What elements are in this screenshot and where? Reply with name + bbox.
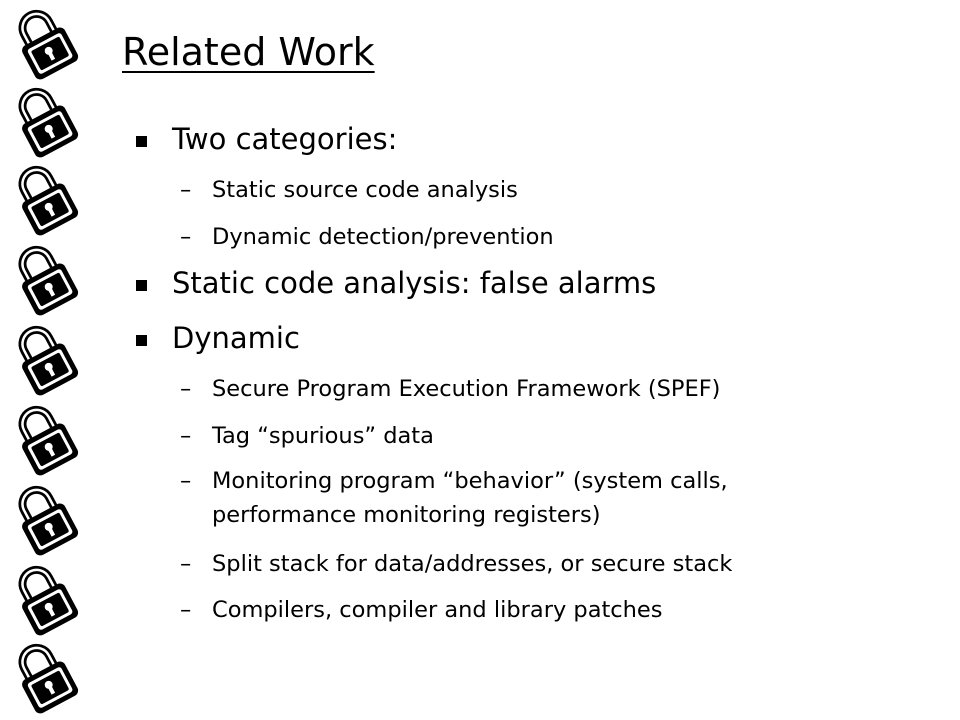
padlock-icon xyxy=(4,478,84,558)
padlock-border xyxy=(0,0,90,720)
padlock-icon xyxy=(4,398,84,478)
square-bullet-icon xyxy=(136,335,147,346)
padlock-icon xyxy=(4,636,84,716)
padlock-icon xyxy=(4,238,84,318)
padlock-icon xyxy=(4,558,84,638)
square-bullet-icon xyxy=(136,136,147,147)
square-bullet-icon xyxy=(136,280,147,291)
padlock-icon xyxy=(4,158,84,238)
padlock-icon xyxy=(4,318,84,398)
padlock-icon xyxy=(4,80,84,160)
padlock-icon xyxy=(4,2,84,82)
slide-title: Related Work xyxy=(122,30,375,74)
